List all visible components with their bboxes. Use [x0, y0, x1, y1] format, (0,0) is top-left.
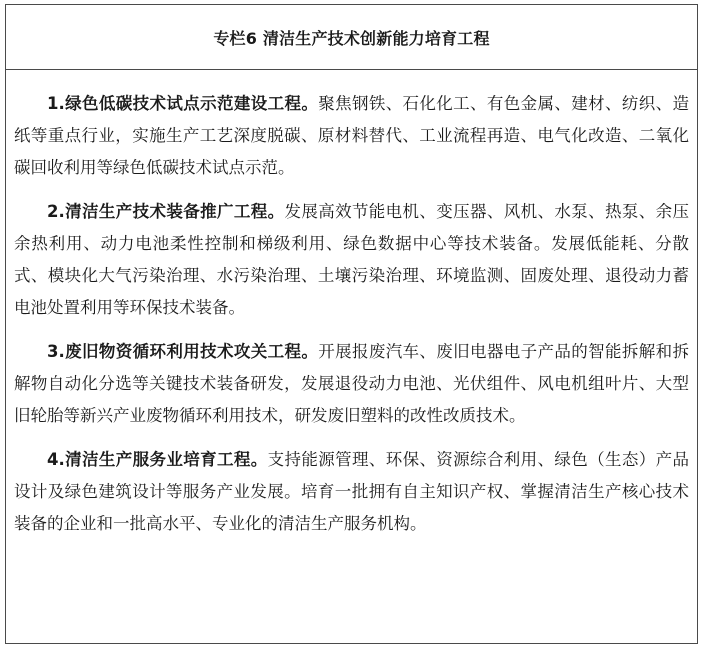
item-paragraph	[14, 336, 689, 432]
item-heading: 1.绿色低碳技术试点示范建设工程。	[47, 94, 319, 113]
item-heading: 3.废旧物资循环利用技术攻关工程。	[47, 342, 319, 361]
item-paragraph	[14, 196, 689, 324]
item-text: 支持能源管理、环保、资源综合利用、绿色（生态）产品设计及绿色建筑设计等服务产业发展。培育一批拥有自主知识产权、掌握清洁生产核心技术装备的企业和一批高水平、专业化的清洁生产服务机构。	[14, 450, 690, 533]
item-paragraph	[14, 444, 689, 540]
column-box	[5, 4, 698, 644]
item-text: 发展高效节能电机、变压器、风机、水泵、热泵、余压余热利用、动力电池柔性控制和梯级利用、绿色数据中心等技术装备。发展低能耗、分散式、模块化大气污染治理、水污染治理、土壤污染治理、环境监测、固废处理、退役动力蓄电池处置利用等环保技术装备。	[14, 202, 690, 317]
item-text: 开展报废汽车、废旧电器电子产品的智能拆解和拆解物自动化分选等关键技术装备研发，发展退役动力电池、光伏组件、风电机组叶片、大型旧轮胎等新兴产业废物循环利用技术，研发废旧塑料的改性改质技术。	[14, 342, 690, 425]
column-title: 专栏6 清洁生产技术创新能力培育工程	[6, 5, 697, 70]
column-body	[6, 70, 697, 540]
item-heading: 4.清洁生产服务业培育工程。	[47, 450, 268, 469]
item-text: 聚焦钢铁、石化化工、有色金属、建材、纺织、造纸等重点行业，实施生产工艺深度脱碳、原材料替代、工业流程再造、电气化改造、二氧化碳回收利用等绿色低碳技术试点示范。	[14, 94, 690, 177]
item-paragraph	[14, 88, 689, 184]
item-heading: 2.清洁生产技术装备推广工程。	[47, 202, 285, 221]
